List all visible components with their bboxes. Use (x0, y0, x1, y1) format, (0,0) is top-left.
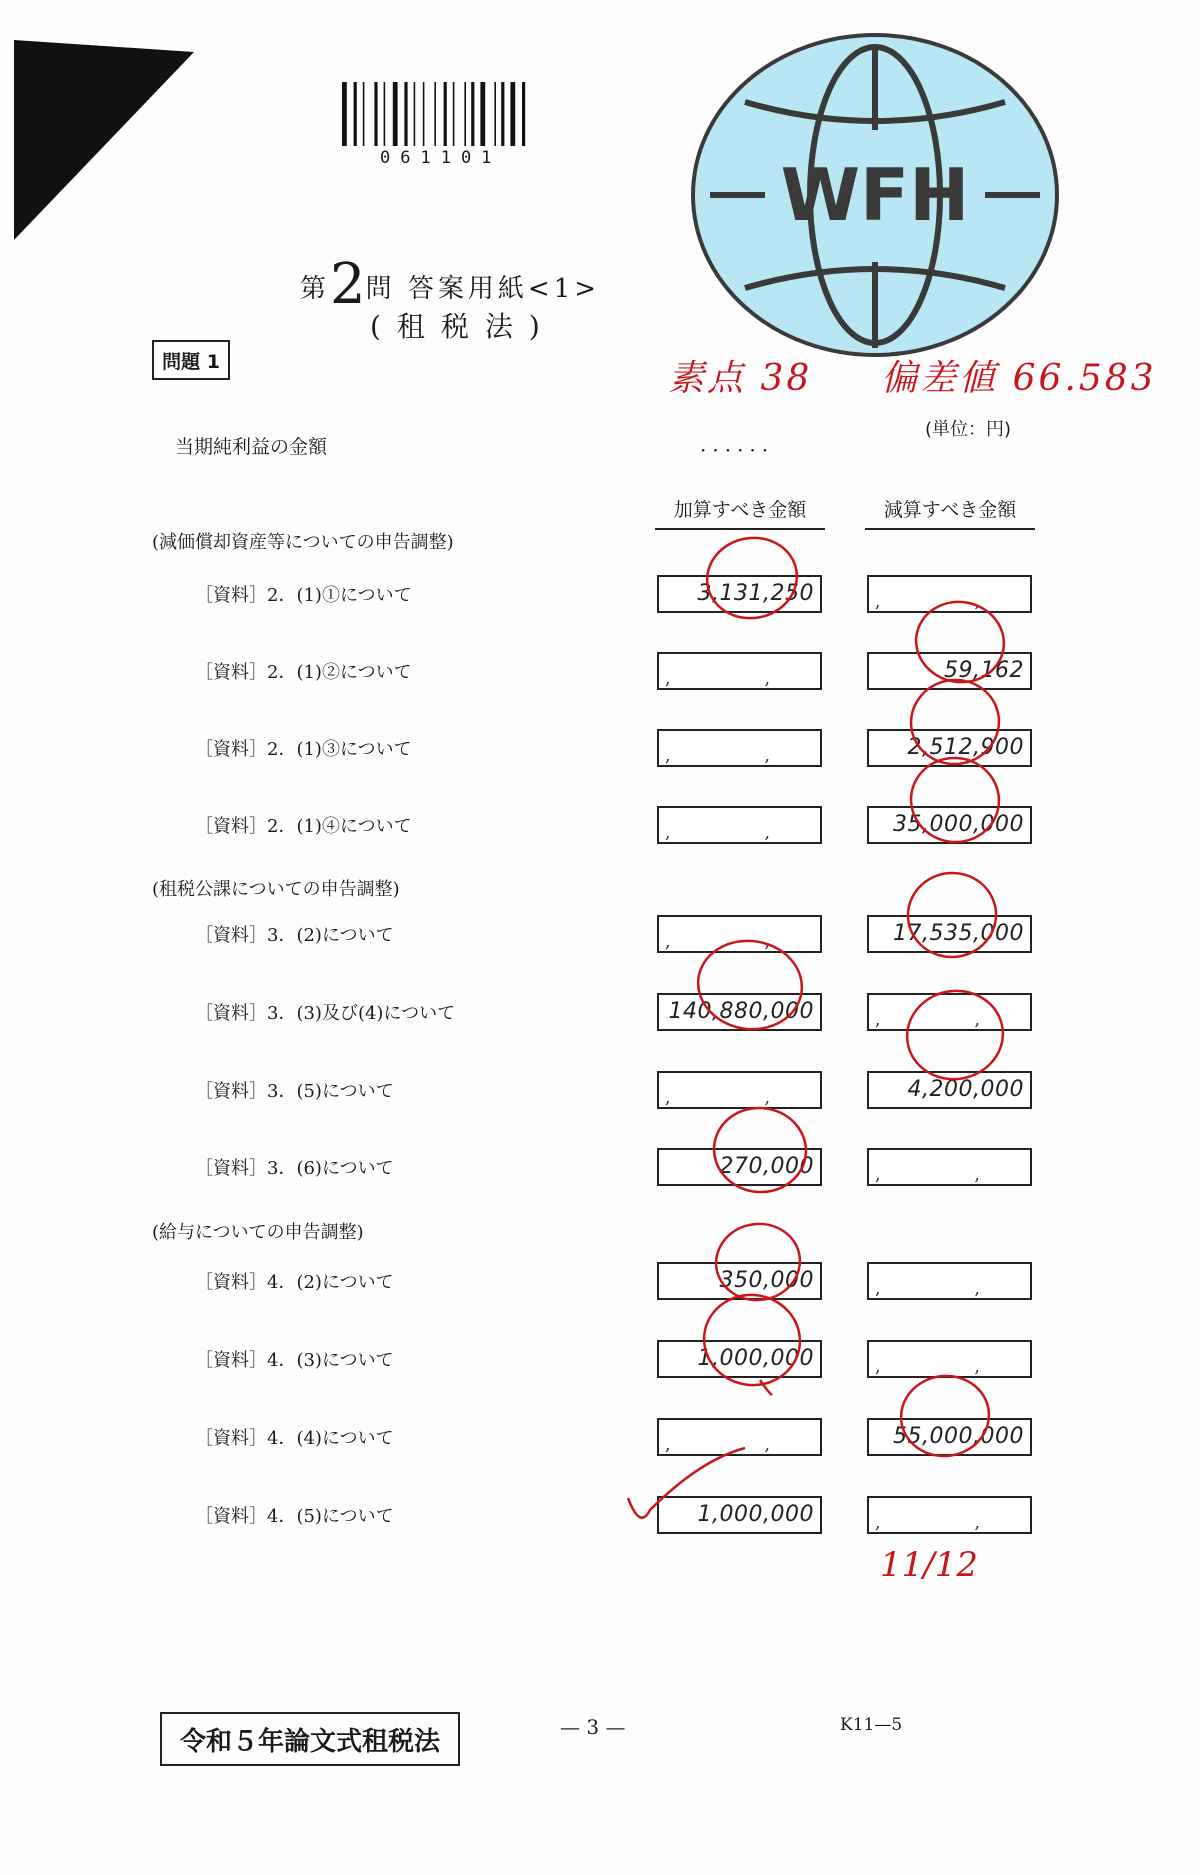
row-label: ［資料］4．(5)について (195, 1506, 394, 1527)
handwritten-amount: 17,535,000 (893, 921, 1024, 946)
deviation-score: 偏差値 66.583 (881, 358, 1157, 399)
handwritten-amount: 3,131,250 (697, 581, 814, 606)
add-amount-box[interactable] (657, 993, 822, 1031)
add-amount-box[interactable] (657, 1071, 822, 1109)
row-label: ［資料］4．(2)について (195, 1272, 394, 1293)
comma-guides: , , (664, 1434, 815, 1455)
handwritten-amount: 4,200,000 (907, 1077, 1024, 1102)
handwritten-amount: 140,880,000 (668, 999, 814, 1024)
comma-guides: , , (874, 1164, 1025, 1185)
title-number: 2 (330, 252, 366, 317)
handwritten-amount: 2,512,900 (907, 735, 1024, 760)
section-heading: (租税公課についての申告調整) (152, 879, 400, 900)
handwritten-amount: 270,000 (719, 1154, 814, 1179)
form-code: K11—5 (840, 1715, 903, 1735)
subtract-amount-box[interactable] (867, 915, 1032, 953)
subtract-amount-box[interactable] (867, 1262, 1032, 1300)
subtitle: (租税法) (370, 310, 556, 343)
comma-guides: , , (874, 1356, 1025, 1377)
add-amount-box[interactable] (657, 1262, 822, 1300)
subtract-amount-box[interactable] (867, 1496, 1032, 1534)
add-amount-box[interactable] (657, 1340, 822, 1378)
leader-dots: ······ (700, 438, 775, 462)
title-part: <1> (527, 274, 601, 304)
add-amount-box[interactable] (657, 915, 822, 953)
wfh-logo (690, 30, 1060, 360)
add-amount-box[interactable] (657, 806, 822, 844)
add-amount-box[interactable] (657, 1148, 822, 1186)
subtract-amount-box[interactable] (867, 806, 1032, 844)
add-amount-box[interactable] (657, 1418, 822, 1456)
comma-guides: , , (664, 931, 815, 952)
page-number: — 3 — (560, 1715, 626, 1739)
subtract-amount-box[interactable] (867, 1148, 1032, 1186)
unit-label: (単位：円) (925, 419, 1012, 440)
row-label: ［資料］3．(3)及び(4)について (195, 1003, 456, 1024)
handwritten-amount: 350,000 (719, 1268, 814, 1293)
section-heading: (給与についての申告調整) (152, 1222, 364, 1243)
handwritten-amount: 35,000,000 (893, 812, 1024, 837)
row-label: ［資料］2．(1)②について (195, 662, 412, 683)
row-label: ［資料］4．(4)について (195, 1428, 394, 1449)
handwritten-amount: 59,162 (944, 658, 1024, 683)
exam-name: 令和５年論文式租税法 (160, 1712, 460, 1766)
add-amount-box[interactable] (657, 575, 822, 613)
row-label: ［資料］2．(1)④について (195, 816, 412, 837)
comma-guides: , , (874, 1278, 1025, 1299)
handwritten-amount: 1,000,000 (697, 1346, 814, 1371)
section-heading: (減価償却資産等についての申告調整) (152, 532, 454, 553)
net-income-label: 当期純利益の金額 (175, 436, 328, 458)
row-label: ［資料］2．(1)①について (195, 585, 412, 606)
comma-guides: , , (874, 1009, 1025, 1030)
subtract-amount-box[interactable] (867, 1071, 1032, 1109)
barcode (340, 82, 570, 154)
row-label: ［資料］4．(3)について (195, 1350, 394, 1371)
add-column-header: 加算すべき金額 (655, 495, 825, 530)
score-annotation (668, 350, 1157, 401)
row-label: ［資料］3．(2)について (195, 925, 394, 946)
add-amount-box[interactable] (657, 652, 822, 690)
add-amount-box[interactable] (657, 1496, 822, 1534)
comma-guides: , , (664, 745, 815, 766)
comma-guides: , , (664, 1087, 815, 1108)
row-label: ［資料］3．(5)について (195, 1081, 394, 1102)
comma-guides: , , (664, 822, 815, 843)
raw-score: 素点 38 (668, 358, 813, 399)
handwritten-amount: 1,000,000 (697, 1502, 814, 1527)
comma-guides: , , (664, 668, 815, 689)
comma-guides: , , (874, 1512, 1025, 1533)
check-mark (760, 1380, 772, 1395)
row-label: ［資料］2．(1)③について (195, 739, 412, 760)
subtract-amount-box[interactable] (867, 1340, 1032, 1378)
problem-label: 問題 1 (152, 340, 230, 380)
subtract-amount-box[interactable] (867, 575, 1032, 613)
subtract-amount-box[interactable] (867, 1418, 1032, 1456)
title-suffix: 問 答案用紙 (365, 274, 528, 304)
corner-mark (14, 40, 194, 240)
subtract-amount-box[interactable] (867, 729, 1032, 767)
subtract-amount-box[interactable] (867, 652, 1032, 690)
comma-guides: , , (874, 591, 1025, 612)
handwritten-amount: 55,000,000 (893, 1424, 1024, 1449)
add-amount-box[interactable] (657, 729, 822, 767)
title-prefix: 第 (300, 274, 331, 304)
tally-annotation: 11/12 (880, 1545, 978, 1585)
row-label: ［資料］3．(6)について (195, 1158, 394, 1179)
barcode-number: 061101 (380, 148, 502, 168)
subtract-column-header: 減算すべき金額 (865, 495, 1035, 530)
logo-text: WFH (780, 153, 970, 237)
subtract-amount-box[interactable] (867, 993, 1032, 1031)
